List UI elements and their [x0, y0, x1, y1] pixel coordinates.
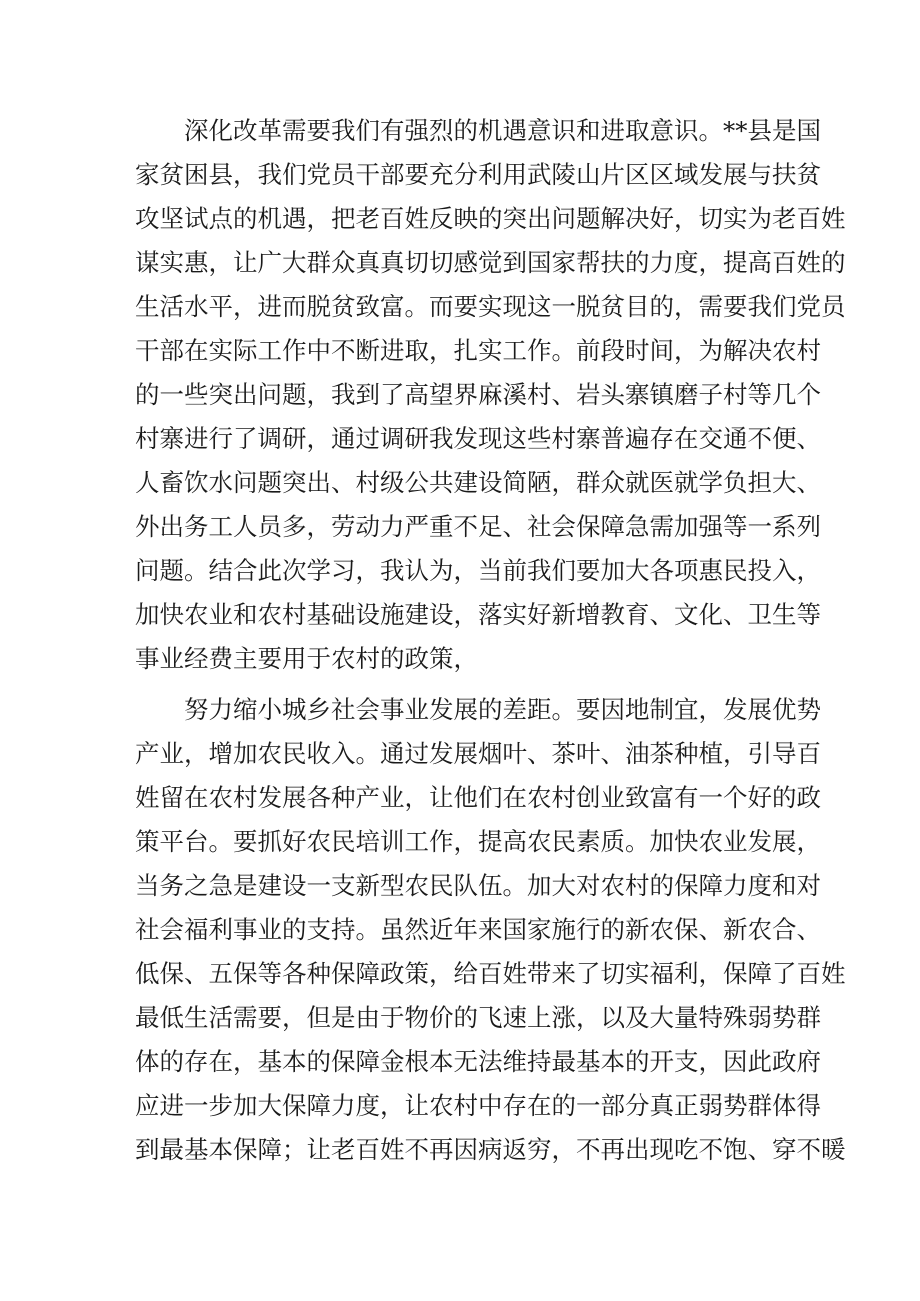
document-body	[135, 109, 846, 1172]
paragraph-spacer	[135, 681, 795, 688]
paragraph-line: 深化改革需要我们有强烈的机遇意识和进取意识。**县是国	[184, 116, 821, 145]
paragraph-line: 外出务工人员多，劳动力严重不足、社会保障急需加强等一系列	[135, 512, 821, 541]
paragraph-line: 产业，增加农民收入。通过发展烟叶、茶叶、油茶种植，引导百	[135, 739, 821, 768]
paragraph-line: 到最基本保障；让老百姓不再因病返穷，不再出现吃不饱、穿不暖	[135, 1135, 846, 1164]
paragraph-line: 村寨进行了调研，通过调研我发现这些村寨普遍存在交通不便、	[135, 424, 821, 453]
paragraph-line: 事业经费主要用于农村的政策，	[135, 644, 478, 673]
paragraph-2	[135, 688, 846, 1172]
paragraph-1	[135, 109, 846, 681]
paragraph-line: 生活水平，进而脱贫致富。而要实现这一脱贫目的，需要我们党员	[135, 292, 846, 321]
paragraph-line: 姓留在农村发展各种产业，让他们在农村创业致富有一个好的政	[135, 783, 821, 812]
paragraph-line: 加快农业和农村基础设施建设，落实好新增教育、文化、卫生等	[135, 600, 821, 629]
paragraph-line: 攻坚试点的机遇，把老百姓反映的突出问题解决好，切实为老百姓	[135, 204, 846, 233]
paragraph-line: 的一些突出问题，我到了高望界麻溪村、岩头寨镇磨子村等几个	[135, 380, 821, 409]
paragraph-line: 策平台。要抓好农民培训工作，提高农民素质。加快农业发展，	[135, 827, 821, 856]
paragraph-line: 问题。结合此次学习，我认为，当前我们要加大各项惠民投入，	[135, 556, 821, 585]
paragraph-line: 低保、五保等各种保障政策，给百姓带来了切实福利，保障了百姓	[135, 959, 846, 988]
paragraph-line: 应进一步加大保障力度，让农村中存在的一部分真正弱势群体得	[135, 1091, 821, 1120]
paragraph-line: 努力缩小城乡社会事业发展的差距。要因地制宜，发展优势	[184, 695, 821, 724]
paragraph-line: 干部在实际工作中不断进取，扎实工作。前段时间，为解决农村	[135, 336, 821, 365]
paragraph-line: 社会福利事业的支持。虽然近年来国家施行的新农保、新农合、	[135, 915, 821, 944]
paragraph-line: 人畜饮水问题突出、村级公共建设简陋，群众就医就学负担大、	[135, 468, 821, 497]
paragraph-line: 当务之急是建设一支新型农民队伍。加大对农村的保障力度和对	[135, 871, 821, 900]
paragraph-line: 最低生活需要，但是由于物价的飞速上涨，以及大量特殊弱势群	[135, 1003, 821, 1032]
paragraph-line: 谋实惠，让广大群众真真切切感觉到国家帮扶的力度，提高百姓的	[135, 248, 846, 277]
paragraph-line: 家贫困县，我们党员干部要充分利用武陵山片区区域发展与扶贫	[135, 160, 821, 189]
paragraph-line: 体的存在，基本的保障金根本无法维持最基本的开支，因此政府	[135, 1047, 821, 1076]
